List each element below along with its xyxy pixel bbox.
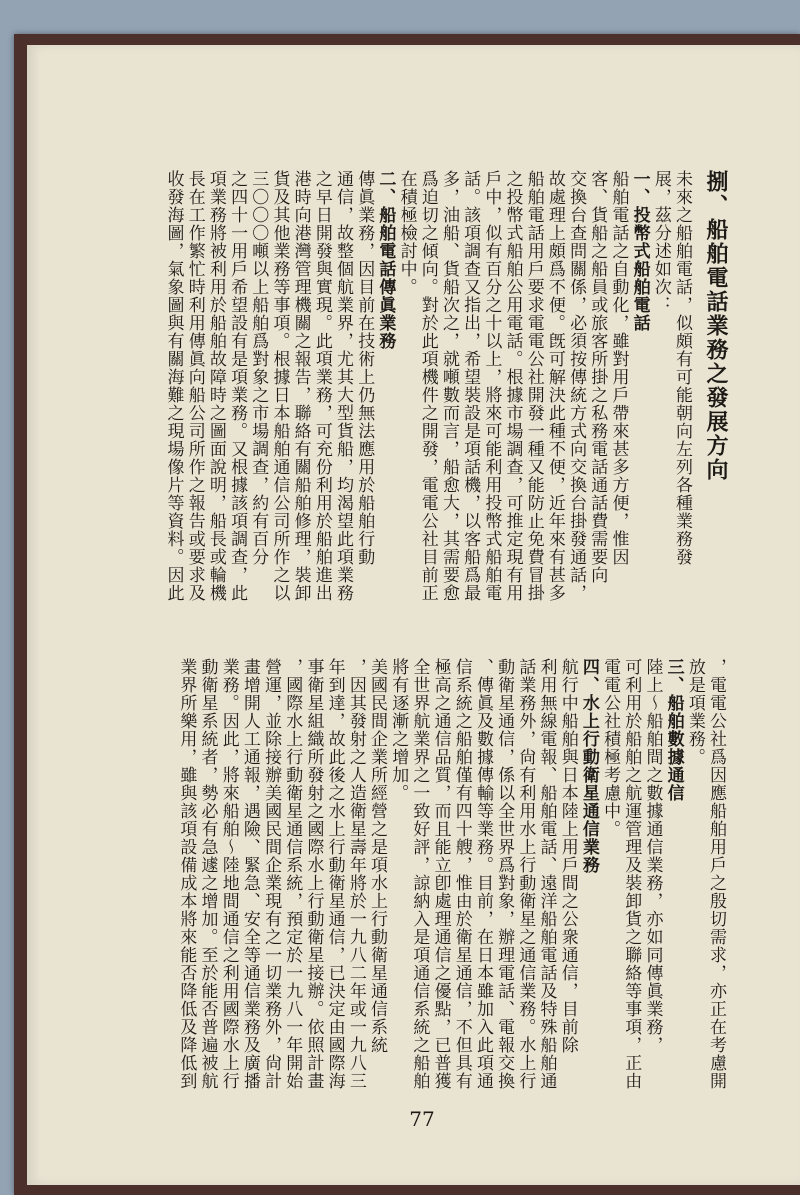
subsection-heading: 三、船舶數據通信 <box>663 658 684 802</box>
text-column: 業務。因此，將來船舶～陸地間通信之利用國際水上行 <box>218 658 239 1090</box>
text-column: 之早日開發與實現。此項業務，可充份利用於船舶進出 <box>311 170 332 602</box>
text-column: 利用無線電報、船舶電話、遠洋船舶電話及特殊船舶通 <box>536 658 557 1090</box>
subsection-heading: 二、船舶電話傳眞業務 <box>375 170 396 350</box>
text-column: 可利用於船舶之航運管理及裝卸貨之聯絡等事項，正由 <box>621 658 642 1090</box>
text-column: 交換台查問關係，必須按傳統方式向交換台掛發通話， <box>566 170 587 602</box>
text-column: 全世界航業界之一致好評，諒納入是項通信系統之船舶 <box>409 658 430 1090</box>
text-column: ，電電公社爲因應船舶用戶之殷切需求，亦正在考慮開 <box>706 658 726 1090</box>
text-column: 貨及其他業務等事項。根據日本船舶通信公司所作之以 <box>269 170 290 602</box>
text-column: 多，油船、貨船次之，就噸數而言，船愈大，其需要愈 <box>438 170 459 602</box>
text-column: 未來之船舶電話，似頗有可能朝向左列各種業務發 <box>672 170 692 566</box>
subsection-heading: 四、水上行動衛星通信業務 <box>578 658 599 874</box>
text-column: 放是項業務。 <box>684 658 705 766</box>
text-column: 動衛星通信，係以全世界爲對象，辦理電話、電報交換 <box>494 658 515 1090</box>
subsection-heading: 一、投幣式船舶電話 <box>629 170 650 332</box>
text-column: 之投幣式船舶公用電話。根據市場調查，可推定現有用 <box>502 170 523 602</box>
text-column: 營運，並除接辦美國民間企業現有之一切業務外，尙計 <box>261 658 282 1090</box>
text-column: 在積極檢討中。 <box>396 170 417 296</box>
text-column: 業界所樂用，雖與該項設備成本將來能否降低及降低到 <box>176 658 197 1090</box>
text-column: 、傳眞及數據傳輸等業務。目前，在日本雖加入此項通 <box>472 658 493 1090</box>
text-column: 極高之通信品質，而且能立卽處理通信之優點，已普獲 <box>430 658 451 1090</box>
text-column: 動衛星系統者，勢必有急遽之增加。至於能否普遍被航 <box>197 658 218 1090</box>
text-column: 畫增開人工通報，遇險、緊急、安全等通信業務及廣播 <box>239 658 260 1090</box>
text-column: 爲迫切之傾向。對於此項機件之開發，電電公社目前正 <box>417 170 438 602</box>
section-heading: 捌、船舶電話業務之發展方向 <box>703 170 729 482</box>
top-text-band <box>71 170 729 640</box>
text-column: 港時向港灣管理機關之報告，聯絡有關船舶修理，裝卸 <box>290 170 311 602</box>
text-column: 船舶電話之自動化，雖對用戶帶來甚多方便，惟因 <box>608 170 629 566</box>
text-column: 美國民間企業所經營之是項水上行動衛星通信系統 <box>367 658 387 1054</box>
text-body <box>71 170 729 1120</box>
text-column: 信系統之船舶僅有四十艘，惟由於衛星通信，不但具有 <box>451 658 472 1090</box>
page-number: 77 <box>409 1107 435 1131</box>
text-column: 話。該項調查又指出，希望裝設是項話機，以客船爲最 <box>460 170 481 602</box>
text-column: 傳眞業務，因目前在技術上仍無法應用於船舶行動 <box>354 170 375 566</box>
text-column: 三〇〇〇噸以上船舶爲對象之市場調查，約有百分 <box>248 170 269 566</box>
text-column: 戶中，似有百分之十以上，將來可能利用投幣式船舶電 <box>481 170 502 602</box>
text-column: 客、貨船之船員或旅客所掛之私務電話通話費需要向 <box>587 170 608 584</box>
text-column: 通信，故整個航業界，尤其大型貨船，均渴望此項業務 <box>333 170 353 602</box>
text-column: 事衛星組織所發射之國際水上行動衛星接辦。依照計畫 <box>303 658 324 1090</box>
text-column: 航行中船舶與日本陸上用戶間之公衆通信，目前除 <box>557 658 578 1054</box>
text-column: 長在工作繁忙時利用傳眞向船公司所作之報告或要求及 <box>184 170 205 602</box>
text-column: 之四十一用戶希望設有是項業務。又根據該項調查，此 <box>227 170 248 602</box>
text-column: 陸上～船舶間之數據通信業務，亦如同傳眞業務， <box>642 658 663 1054</box>
text-column: 話業務外，尙有利用水上行動衛星之通信業務。水上行 <box>515 658 536 1090</box>
text-column: 年到達，故此後之水上行動衛星通信，已決定由國際海 <box>324 658 345 1090</box>
text-column: 電電公社積極考慮中。 <box>600 658 621 838</box>
text-column: 船舶電話用戶要求電電公社開發一種又能防止免費冒掛 <box>523 170 544 602</box>
text-column: 展，茲分述如次： <box>650 170 671 314</box>
text-column: 項業務將被利用於船舶故障時之圖面說明，船長或輪機 <box>205 170 226 602</box>
bottom-text-band <box>71 658 726 1128</box>
text-column: 收發海圖，氣象圖與有關海難之現場像片等資料。因此 <box>163 170 184 602</box>
text-column: ，因其發射之人造衛星壽年將於一九八二年或一九八三 <box>345 658 366 1090</box>
text-column: 將有逐漸之增加。 <box>388 658 409 802</box>
book-page <box>27 45 800 1185</box>
text-column: ，國際水上行動衛星通信系統，預定於一九八一年開始 <box>282 658 303 1090</box>
text-column: 故處理上頗爲不便。旣可解決此種不便，近年來有甚多 <box>544 170 565 602</box>
